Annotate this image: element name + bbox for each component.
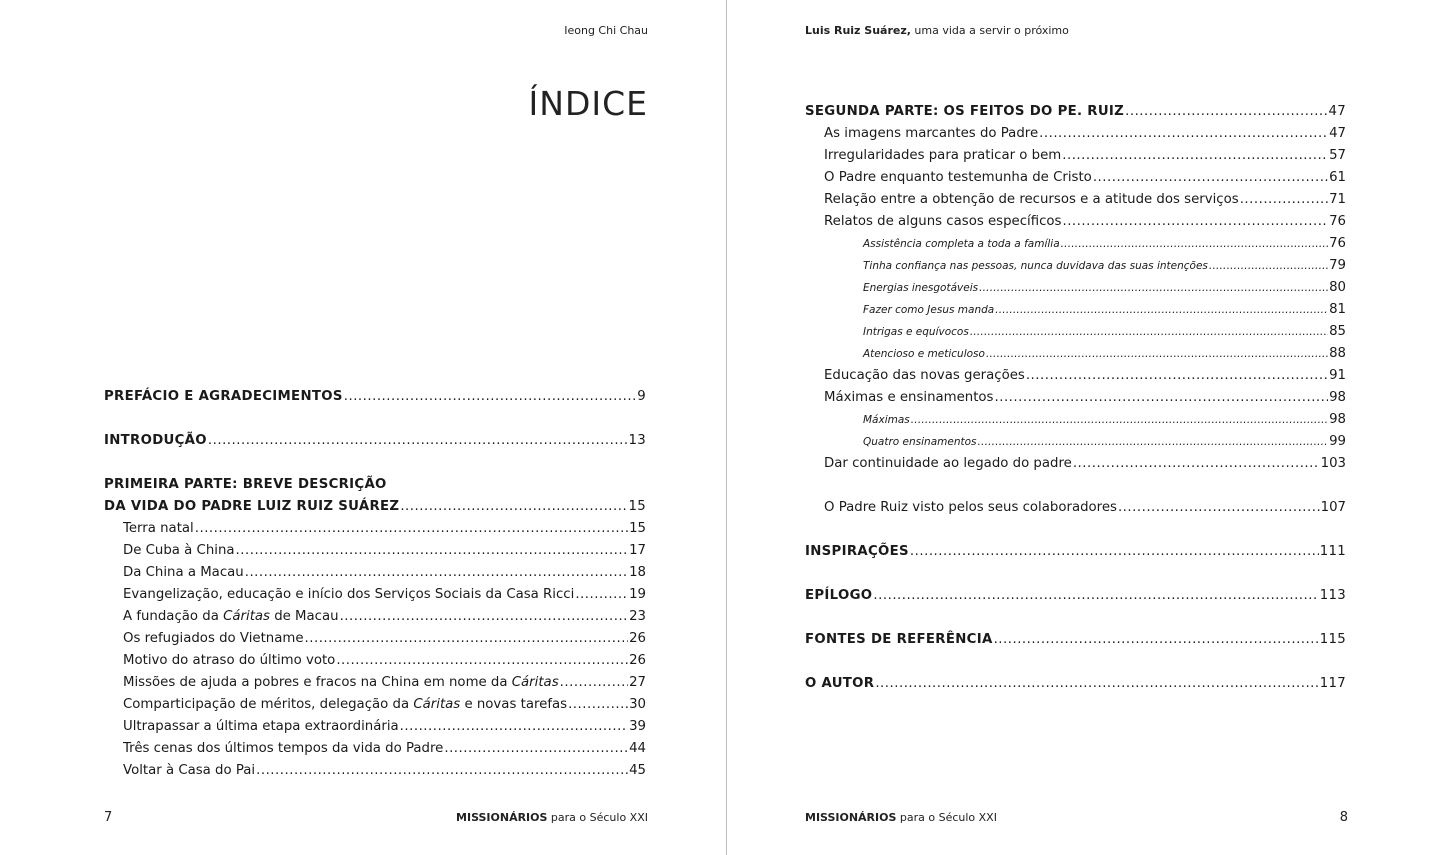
toc-page-number: 71 xyxy=(1329,192,1346,207)
toc-entry-fontes[interactable] xyxy=(805,629,1346,651)
toc-entry-text: PREFÁCIO E AGRADECIMENTOS xyxy=(104,389,343,404)
toc-page-number: 39 xyxy=(629,719,646,734)
toc-entry[interactable] xyxy=(805,123,1346,145)
dot-leader xyxy=(195,518,628,540)
toc-entry[interactable] xyxy=(104,760,646,782)
toc-subentry[interactable] xyxy=(805,343,1346,365)
toc-entry-text: Relatos de alguns casos específicos xyxy=(824,214,1062,229)
dot-leader xyxy=(336,650,628,672)
table-of-contents-right xyxy=(805,101,1346,695)
toc-page-number: 117 xyxy=(1319,676,1346,691)
toc-subentry[interactable] xyxy=(805,255,1346,277)
toc-page-number: 26 xyxy=(629,653,646,668)
page-number: 8 xyxy=(1339,810,1348,825)
toc-entry[interactable] xyxy=(104,562,646,584)
toc-entry-text: INTRODUÇÃO xyxy=(104,433,207,448)
toc-page-number: 18 xyxy=(629,565,646,580)
dot-leader xyxy=(995,299,1328,321)
toc-entry-text: As imagens marcantes do Padre xyxy=(824,126,1039,141)
toc-entry[interactable] xyxy=(104,628,646,650)
toc-entry-text: Assistência completa a toda a família xyxy=(863,238,1060,250)
toc-page-number: 13 xyxy=(628,433,646,448)
dot-leader xyxy=(1062,211,1328,233)
dot-leader xyxy=(1073,453,1320,475)
toc-page-number: 61 xyxy=(1329,170,1346,185)
toc-page-number: 17 xyxy=(629,543,646,558)
toc-entry-text: Tinha confiança nas pessoas, nunca duvidava das suas intenções xyxy=(863,260,1208,272)
toc-page-number: 57 xyxy=(1329,148,1346,163)
toc-page-number: 113 xyxy=(1319,588,1346,603)
toc-page-number: 76 xyxy=(1329,236,1346,251)
running-footer-series: MISSIONÁRIOS para o Século XXI xyxy=(456,811,648,824)
toc-entry-epilogo[interactable] xyxy=(805,585,1346,607)
toc-entry[interactable] xyxy=(104,584,646,606)
toc-entry[interactable] xyxy=(104,738,646,760)
toc-subentry[interactable] xyxy=(805,409,1346,431)
toc-entry-text: Quatro ensinamentos xyxy=(863,436,977,448)
toc-entry-segunda-parte[interactable] xyxy=(805,101,1346,123)
toc-page-number: 26 xyxy=(629,631,646,646)
dot-leader xyxy=(1093,167,1328,189)
toc-entry[interactable] xyxy=(805,211,1346,233)
running-header-book-title: Luis Ruiz Suárez, uma vida a servir o próximo xyxy=(805,24,1069,37)
toc-entry-text: Da China a Macau xyxy=(123,565,244,580)
toc-entry-text: Fazer como Jesus manda xyxy=(863,304,995,316)
toc-page-number: 44 xyxy=(629,741,646,756)
dot-leader xyxy=(995,387,1329,409)
toc-entry-primeira-parte-line1[interactable] xyxy=(104,474,646,496)
right-page xyxy=(727,0,1441,855)
toc-page-number: 115 xyxy=(1319,632,1346,647)
toc-entry[interactable] xyxy=(104,716,646,738)
toc-entry-text: O AUTOR xyxy=(805,676,875,691)
toc-entry-text: Máximas e ensinamentos xyxy=(824,390,994,405)
toc-entry-text: Os refugiados do Vietname xyxy=(123,631,304,646)
toc-entry-text: Dar continuidade ao legado do padre xyxy=(824,456,1072,471)
toc-page-number: 76 xyxy=(1329,214,1346,229)
dot-leader xyxy=(208,430,628,452)
toc-entry-text: INSPIRAÇÕES xyxy=(805,544,909,559)
page-number: 7 xyxy=(104,810,113,825)
toc-entry[interactable] xyxy=(805,387,1346,409)
toc-entry[interactable] xyxy=(805,453,1346,475)
toc-entry-text: Três cenas dos últimos tempos da vida do Padre xyxy=(123,741,444,756)
dot-leader xyxy=(568,694,628,716)
dot-leader xyxy=(978,431,1329,453)
dot-leader xyxy=(245,562,628,584)
toc-subentry[interactable] xyxy=(805,321,1346,343)
toc-entry-text: Evangelização, educação e início dos Serviços Sociais da Casa Ricci xyxy=(123,587,575,602)
page-title: ÍNDICE xyxy=(528,84,648,123)
toc-page-number: 91 xyxy=(1329,368,1346,383)
toc-entry-text: Voltar à Casa do Pai xyxy=(123,763,256,778)
toc-page-number: 103 xyxy=(1320,456,1346,471)
dot-leader xyxy=(986,343,1328,365)
toc-page-number: 15 xyxy=(629,521,646,536)
toc-entry[interactable] xyxy=(104,650,646,672)
toc-entry-autor[interactable] xyxy=(805,673,1346,695)
toc-page-number: 111 xyxy=(1319,544,1346,559)
dot-leader xyxy=(911,409,1328,431)
toc-entry-text: Atencioso e meticuloso xyxy=(863,348,985,360)
toc-page-number: 47 xyxy=(1329,126,1346,141)
toc-entry-text: A fundação da Cáritas de Macau xyxy=(123,609,339,624)
dot-leader xyxy=(400,496,627,518)
toc-page-number: 98 xyxy=(1329,390,1346,405)
dot-leader xyxy=(1118,497,1320,519)
dot-leader xyxy=(1240,189,1328,211)
dot-leader xyxy=(970,321,1328,343)
dot-leader xyxy=(400,716,628,738)
toc-page-number: 15 xyxy=(628,499,646,514)
dot-leader xyxy=(444,738,628,760)
toc-entry[interactable] xyxy=(104,518,646,540)
toc-entry-text: SEGUNDA PARTE: OS FEITOS DO PE. RUIZ xyxy=(805,104,1125,119)
toc-entry-text: Relação entre a obtenção de recursos e a atitude dos serviços xyxy=(824,192,1239,207)
toc-entry[interactable] xyxy=(104,606,646,628)
toc-entry-text: Terra natal xyxy=(123,521,194,536)
toc-page-number: 98 xyxy=(1329,412,1346,427)
toc-entry[interactable] xyxy=(104,672,646,694)
toc-page-number: 9 xyxy=(637,389,646,404)
toc-entry[interactable] xyxy=(805,365,1346,387)
dot-leader xyxy=(979,277,1328,299)
dot-leader xyxy=(305,628,629,650)
toc-entry[interactable] xyxy=(805,189,1346,211)
dot-leader xyxy=(1061,233,1328,255)
toc-entry-text: PRIMEIRA PARTE: BREVE DESCRIÇÃO xyxy=(104,477,387,492)
toc-entry-introducao[interactable] xyxy=(104,430,646,452)
toc-page-number: 88 xyxy=(1329,346,1346,361)
toc-entry-text: DA VIDA DO PADRE LUIZ RUIZ SUÁREZ xyxy=(104,499,400,514)
toc-entry-text: FONTES DE REFERÊNCIA xyxy=(805,632,993,647)
toc-page-number: 107 xyxy=(1320,500,1346,515)
table-of-contents-left xyxy=(104,386,646,782)
toc-entry-text: De Cuba à China xyxy=(123,543,235,558)
dot-leader xyxy=(873,585,1318,607)
toc-entry-text: Comparticipação de méritos, delegação da Cáritas e novas tarefas xyxy=(123,697,568,712)
toc-entry-text: O Padre Ruiz visto pelos seus colaboradores xyxy=(824,500,1117,515)
dot-leader xyxy=(256,760,628,782)
toc-page-number: 19 xyxy=(629,587,646,602)
toc-entry[interactable] xyxy=(805,497,1346,519)
toc-entry[interactable] xyxy=(104,694,646,716)
dot-leader xyxy=(340,606,629,628)
toc-entry[interactable] xyxy=(805,167,1346,189)
toc-entry-text: Ultrapassar a última etapa extraordinária xyxy=(123,719,399,734)
toc-entry-text: Energias inesgotáveis xyxy=(863,282,979,294)
toc-page-number: 45 xyxy=(629,763,646,778)
dot-leader xyxy=(875,673,1318,695)
toc-page-number: 30 xyxy=(629,697,646,712)
toc-subentry[interactable] xyxy=(805,431,1346,453)
toc-subentry[interactable] xyxy=(805,277,1346,299)
toc-page-number: 81 xyxy=(1329,302,1346,317)
toc-entry[interactable] xyxy=(805,145,1346,167)
dot-leader xyxy=(1039,123,1328,145)
toc-entry-primeira-parte-line2[interactable] xyxy=(104,496,646,518)
toc-page-number: 27 xyxy=(629,675,646,690)
dot-leader xyxy=(1209,255,1328,277)
dot-leader xyxy=(1026,365,1328,387)
toc-page-number: 99 xyxy=(1329,434,1346,449)
toc-page-number: 85 xyxy=(1329,324,1346,339)
dot-leader xyxy=(1125,101,1327,123)
toc-page-number: 80 xyxy=(1329,280,1346,295)
toc-subentry[interactable] xyxy=(805,233,1346,255)
toc-entry-text: Motivo do atraso do último voto xyxy=(123,653,336,668)
running-header-author: Ieong Chi Chau xyxy=(564,24,648,37)
toc-entry-inspiracoes[interactable] xyxy=(805,541,1346,563)
dot-leader xyxy=(560,672,628,694)
toc-entry-text: Intrigas e equívocos xyxy=(863,326,969,338)
toc-entry-text: O Padre enquanto testemunha de Cristo xyxy=(824,170,1092,185)
running-footer-series: MISSIONÁRIOS para o Século XXI xyxy=(805,811,997,824)
toc-entry-text: Missões de ajuda a pobres e fracos na China em nome da Cáritas xyxy=(123,675,559,690)
toc-entry[interactable] xyxy=(104,540,646,562)
toc-entry-prefacio[interactable] xyxy=(104,386,646,408)
dot-leader xyxy=(910,541,1319,563)
toc-entry-text: Irregularidades para praticar o bem xyxy=(824,148,1062,163)
toc-entry-text: EPÍLOGO xyxy=(805,588,873,603)
dot-leader xyxy=(994,629,1319,651)
toc-entry-text: Educação das novas gerações xyxy=(824,368,1025,383)
dot-leader xyxy=(575,584,628,606)
toc-entry-text: Máximas xyxy=(863,414,910,426)
toc-page-number: 79 xyxy=(1329,258,1346,273)
toc-page-number: 47 xyxy=(1328,104,1346,119)
dot-leader xyxy=(1062,145,1328,167)
toc-subentry[interactable] xyxy=(805,299,1346,321)
dot-leader xyxy=(236,540,629,562)
toc-page-number: 23 xyxy=(629,609,646,624)
dot-leader xyxy=(344,386,637,408)
